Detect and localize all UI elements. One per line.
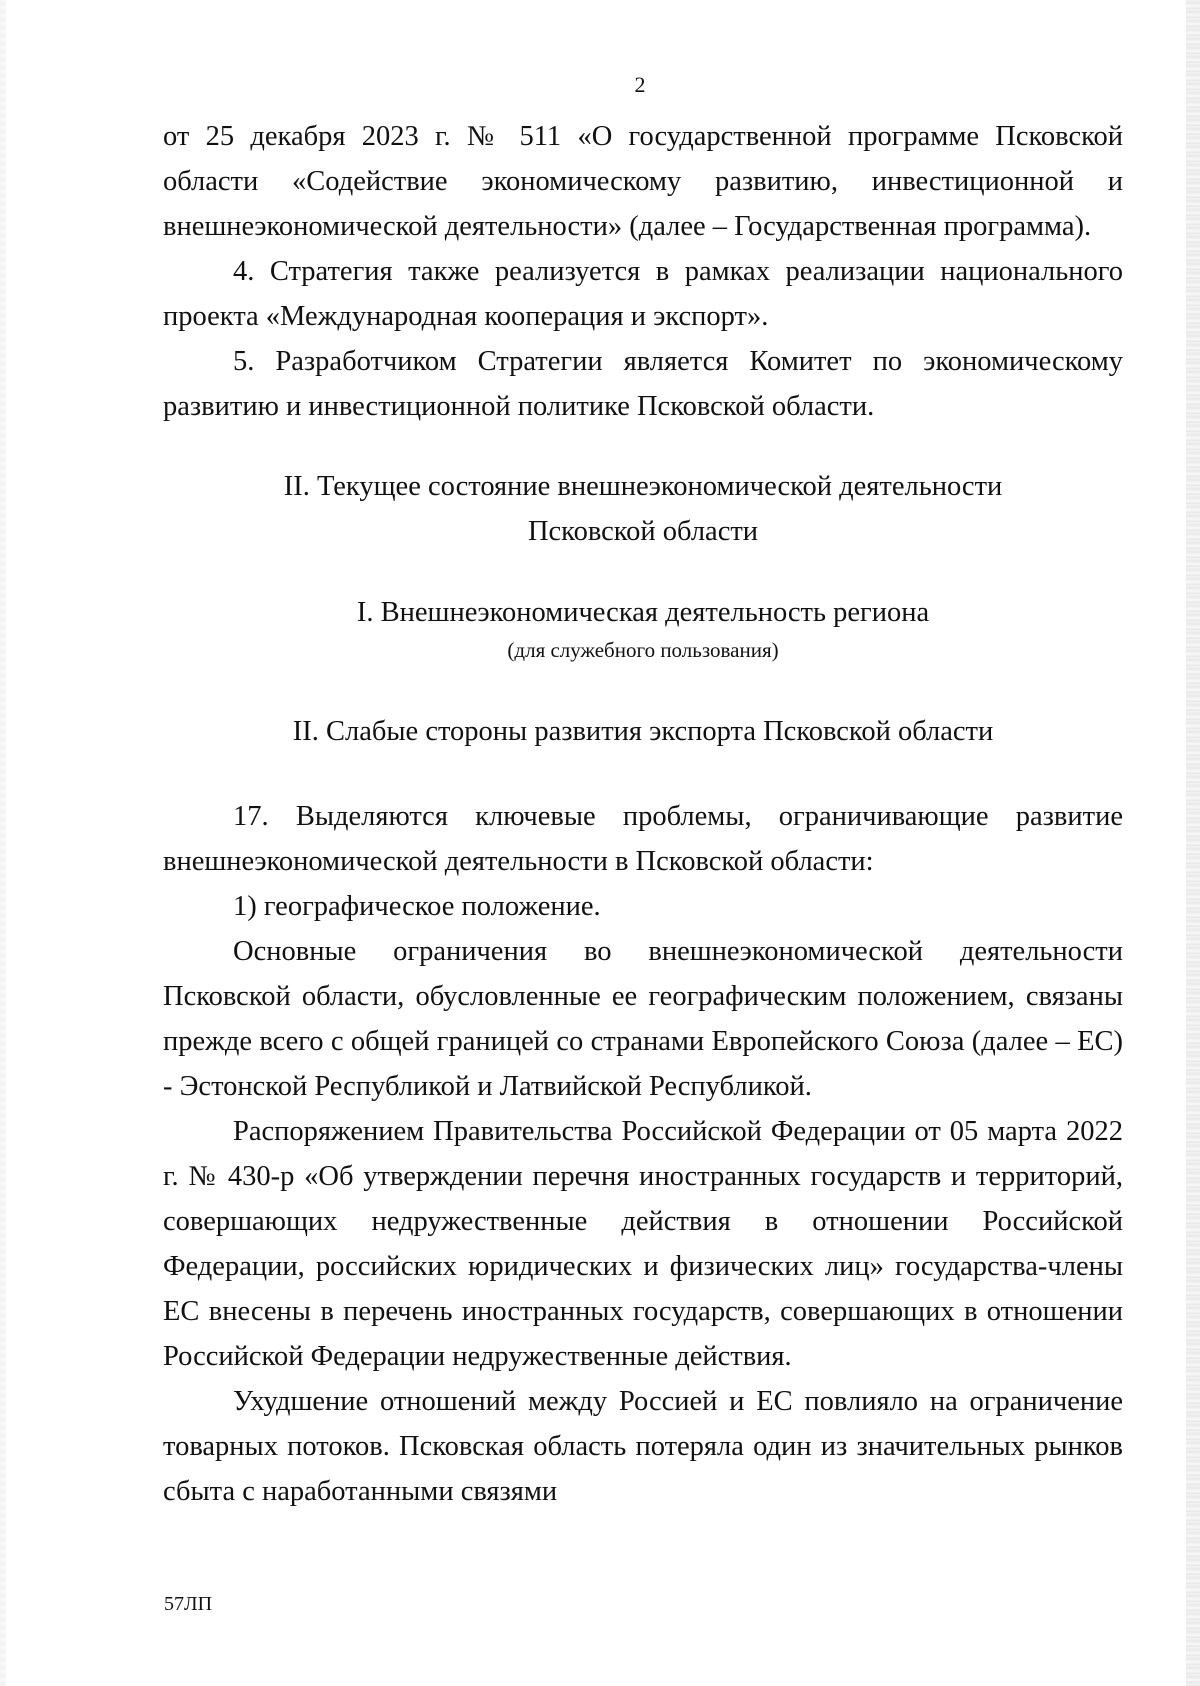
list-item-1: 1) географическое положение.	[233, 891, 601, 922]
footer-code: 57ЛП	[164, 1593, 213, 1615]
subsection-heading-note: (для служебного пользования)	[507, 638, 779, 662]
paragraph-continuation: от 25 декабря 2023 г. № 511 «О государственной программе Псковской области «Содействие экономическому развитию, инвестиционной и внешнеэкономической деятельности» (далее – Государственная программа).	[163, 121, 1123, 242]
document-body	[163, 114, 1123, 1514]
section-heading-line-1: II. Текущее состояние внешнеэкономической деятельности	[283, 471, 1003, 502]
paragraph-deterioration: Ухудшение отношений между Россией и ЕС повлияло на ограничение товарных потоков. Псковская область потеряла один из значительных рынков сбыта с наработанными связями	[163, 1386, 1123, 1507]
paragraph-government-order: Распоряжением Правительства Российской Федерации от 05 марта 2022 г. № 430-р «Об утверждении перечня иностранных государств и территорий, совершающих недружественные действия в отношении Российской Федерации, российских юридических и физических лиц» государства-члены ЕС внесены в перечень иностранных государств, совершающих в отношении Российской Федерации недружественные действия.	[163, 1116, 1123, 1372]
scan-edge-left	[0, 0, 6, 1686]
section-heading-line-2: Псковской области	[527, 516, 759, 547]
paragraph-5: 5. Разработчиком Стратегии является Комитет по экономическому развитию и инвестиционной политике Псковской области.	[163, 346, 1123, 422]
paragraph-17: 17. Выделяются ключевые проблемы, ограничивающие развитие внешнеэкономической деятельности в Псковской области:	[163, 801, 1123, 877]
paragraph-4: 4. Стратегия также реализуется в рамках реализации национального проекта «Международная кооперация и экспорт».	[163, 256, 1123, 332]
page-number: 2	[634, 72, 646, 97]
paragraph-limitations: Основные ограничения во внешнеэкономической деятельности Псковской области, обусловленные ее географическим положением, связаны прежде всего с общей границей со странами Европейского Союза (далее – ЕС) - Эстонской Республикой и Латвийской Республикой.	[163, 936, 1123, 1102]
subsection-heading-ii: II. Слабые стороны развития экспорта Псковской области	[292, 716, 994, 747]
scan-edge-right	[1186, 0, 1200, 1686]
subsection-heading-i: I. Внешнеэкономическая деятельность региона	[356, 597, 930, 628]
